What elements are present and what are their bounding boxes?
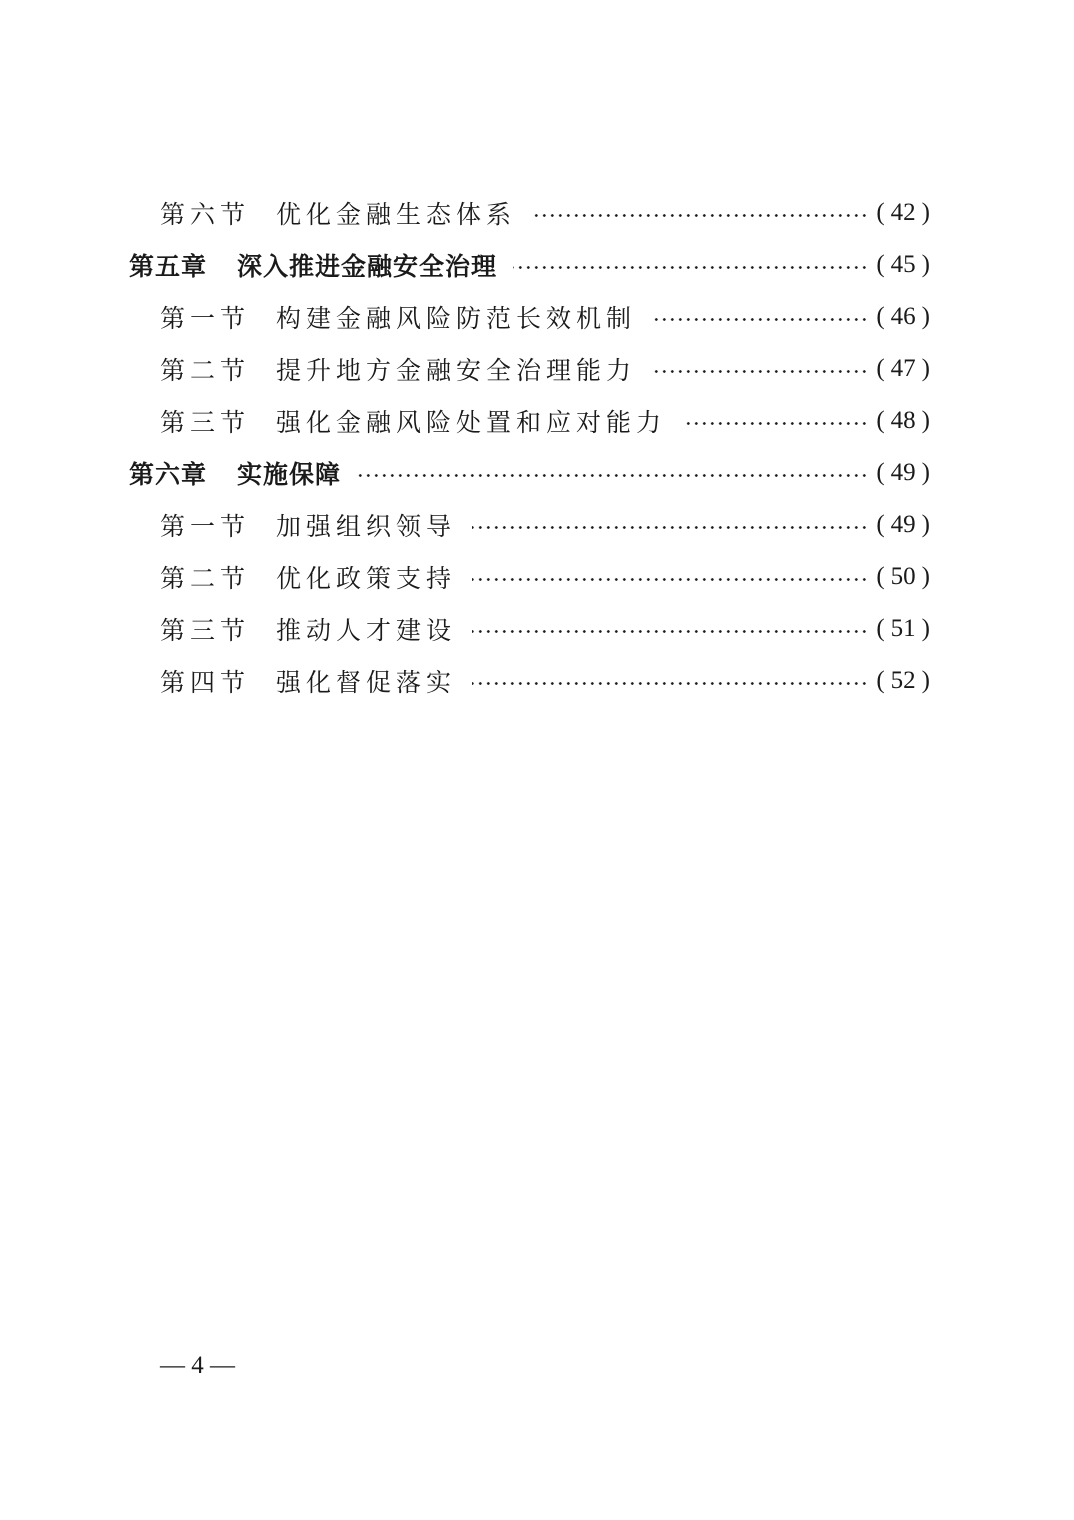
entry-title: 实施保障 bbox=[237, 460, 342, 489]
entry-page-number: ( 46 ) bbox=[876, 303, 930, 330]
entry-title: 推动人才建设 bbox=[276, 616, 457, 645]
entry-number: 第六节 bbox=[160, 200, 251, 229]
dot-leader bbox=[472, 578, 868, 581]
entry-title: 提升地方金融安全治理能力 bbox=[276, 356, 637, 385]
dot-leader bbox=[652, 370, 868, 373]
dot-leader bbox=[472, 526, 868, 529]
entry-title: 加强组织领导 bbox=[276, 512, 457, 541]
toc-entry-section[interactable] bbox=[0, 551, 1074, 603]
entry-page-number: ( 47 ) bbox=[876, 355, 930, 382]
entry-number: 第三节 bbox=[160, 616, 251, 645]
dot-leader bbox=[357, 474, 868, 477]
entry-title: 强化金融风险处置和应对能力 bbox=[276, 408, 667, 437]
entry-page-number: ( 45 ) bbox=[876, 251, 930, 278]
dot-leader bbox=[682, 422, 868, 425]
toc-entry-section[interactable] bbox=[0, 395, 1074, 447]
entry-number: 第四节 bbox=[160, 668, 251, 697]
toc-entry-section[interactable] bbox=[0, 603, 1074, 655]
entry-page-number: ( 52 ) bbox=[876, 667, 930, 694]
entry-number: 第一节 bbox=[160, 512, 251, 541]
entry-page-number: ( 49 ) bbox=[876, 459, 930, 486]
entry-page-number: ( 50 ) bbox=[876, 563, 930, 590]
entry-title: 优化金融生态体系 bbox=[276, 200, 517, 229]
entry-number: 第一节 bbox=[160, 304, 251, 333]
page-footer-number: — 4 — bbox=[160, 1352, 235, 1379]
entry-page-number: ( 42 ) bbox=[876, 199, 930, 226]
dot-leader bbox=[513, 266, 868, 269]
dot-leader bbox=[472, 630, 868, 633]
entry-title: 深入推进金融安全治理 bbox=[237, 252, 498, 281]
entry-number: 第二节 bbox=[160, 564, 251, 593]
entry-title: 优化政策支持 bbox=[276, 564, 457, 593]
entry-title: 强化督促落实 bbox=[276, 668, 457, 697]
toc-entry-chapter[interactable] bbox=[0, 239, 1074, 291]
toc-entry-chapter[interactable] bbox=[0, 447, 1074, 499]
entry-title: 构建金融风险防范长效机制 bbox=[276, 304, 637, 333]
toc-entry-section[interactable] bbox=[0, 187, 1074, 239]
toc-entry-section[interactable] bbox=[0, 655, 1074, 707]
dot-leader bbox=[652, 318, 868, 321]
entry-number: 第二节 bbox=[160, 356, 251, 385]
entry-number: 第三节 bbox=[160, 408, 251, 437]
entry-number: 第五章 bbox=[129, 252, 208, 281]
dot-leader bbox=[532, 214, 868, 217]
entry-page-number: ( 51 ) bbox=[876, 615, 930, 642]
toc-entry-section[interactable] bbox=[0, 291, 1074, 343]
toc-entry-section[interactable] bbox=[0, 343, 1074, 395]
toc-entry-section[interactable] bbox=[0, 499, 1074, 551]
entry-page-number: ( 48 ) bbox=[876, 407, 930, 434]
entry-number: 第六章 bbox=[129, 460, 208, 489]
entry-page-number: ( 49 ) bbox=[876, 511, 930, 538]
dot-leader bbox=[472, 682, 868, 685]
